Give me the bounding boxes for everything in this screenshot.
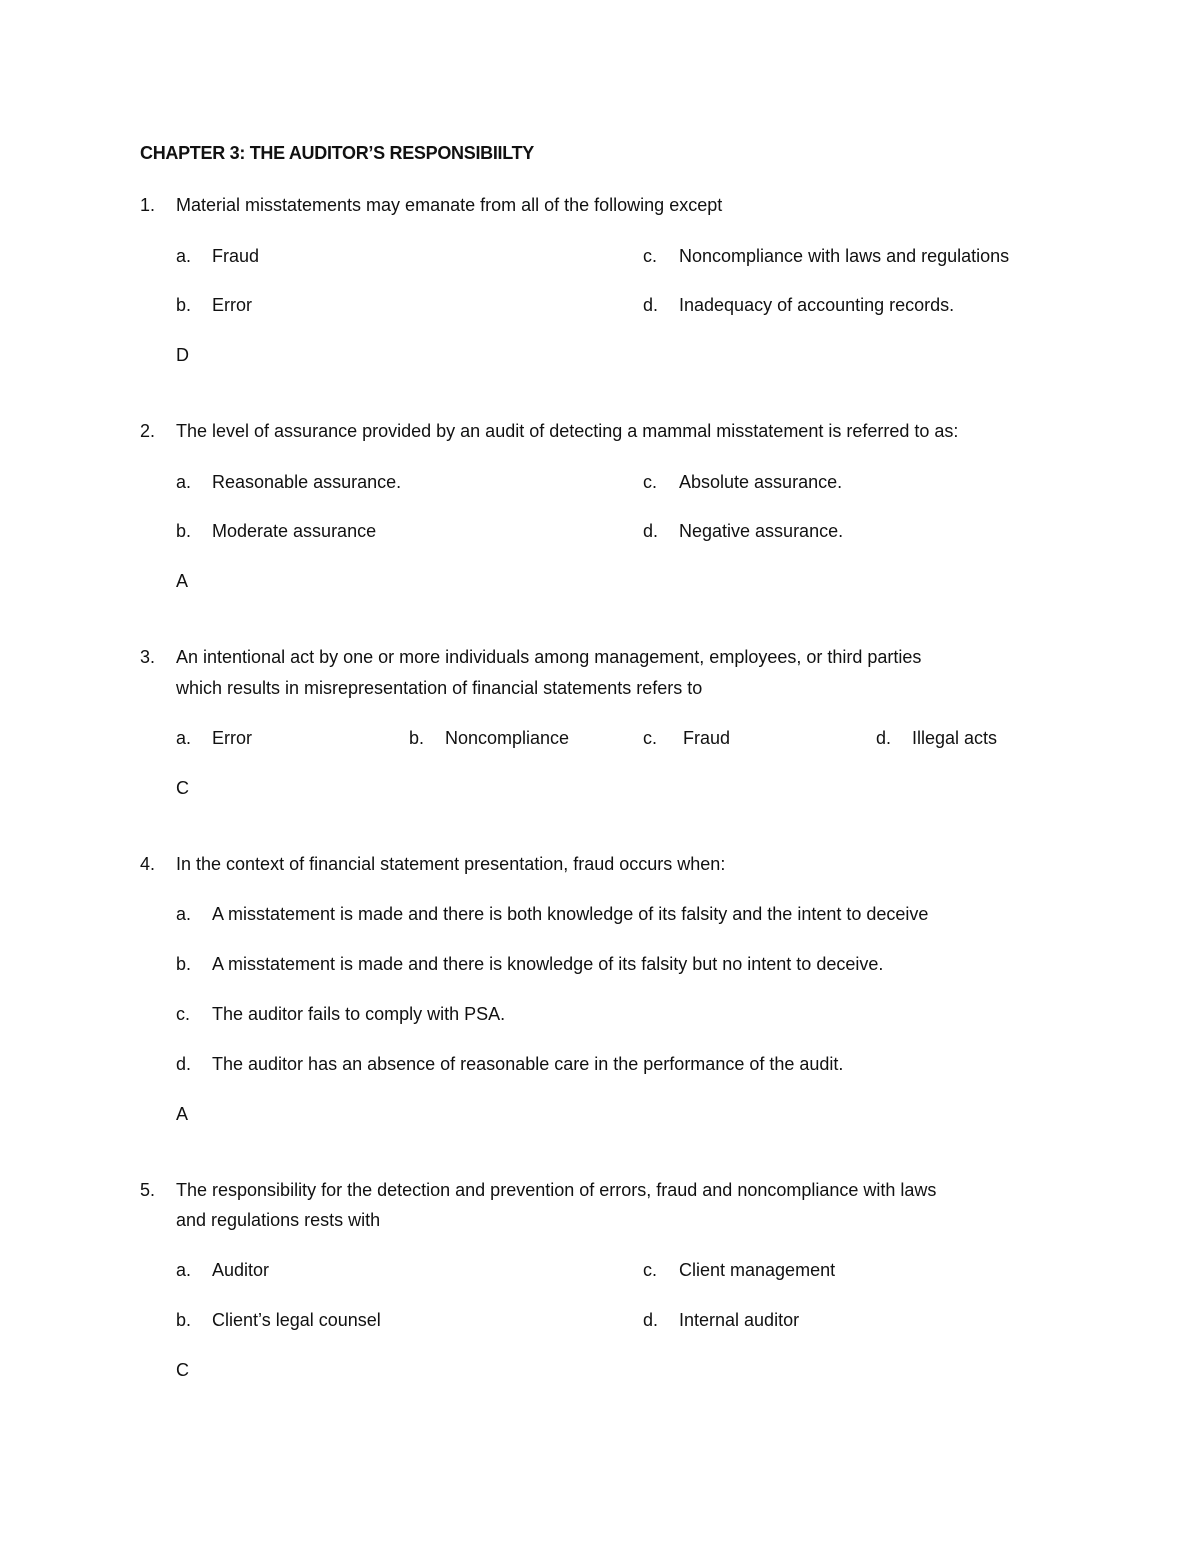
option-text: Auditor <box>212 1260 270 1280</box>
option-text: Fraud <box>683 728 731 748</box>
option-text: Negative assurance. <box>679 521 844 541</box>
option-letter: d. <box>876 728 892 748</box>
option-text: Noncompliance with laws and regulations <box>679 246 1010 266</box>
question-number: 1. <box>140 195 156 215</box>
question-number: 3. <box>140 647 156 667</box>
option-text: Reasonable assurance. <box>212 472 402 492</box>
option-text: Moderate assurance <box>212 521 377 541</box>
option-letter: a. <box>176 246 192 266</box>
answer-key: C <box>176 778 189 798</box>
option-text: Illegal acts <box>912 728 998 748</box>
question-text: Material misstatements may emanate from all of the following except <box>176 195 723 215</box>
option-letter: b. <box>176 954 192 974</box>
option-text: Error <box>212 728 252 748</box>
question-text: which results in misrepresentation of financial statements refers to <box>176 678 703 698</box>
option-letter: d. <box>643 1310 659 1330</box>
option-letter: d. <box>643 521 659 541</box>
option-letter: b. <box>176 1310 192 1330</box>
option-text: Fraud <box>212 246 260 266</box>
option-letter: c. <box>643 246 658 266</box>
question-text: An intentional act by one or more individuals among management, employees, or third parties <box>176 647 922 667</box>
option-letter: b. <box>409 728 425 748</box>
option-letter: a. <box>176 728 192 748</box>
answer-key: A <box>176 1104 189 1124</box>
answer-key: C <box>176 1360 189 1380</box>
option-text: Internal auditor <box>679 1310 800 1330</box>
option-letter: d. <box>643 295 659 315</box>
question-text: In the context of financial statement presentation, fraud occurs when: <box>176 854 726 874</box>
option-letter: a. <box>176 1260 192 1280</box>
question-number: 5. <box>140 1180 156 1200</box>
answer-key: D <box>176 345 189 365</box>
option-text: Absolute assurance. <box>679 472 843 492</box>
option-letter: c. <box>176 1004 191 1024</box>
question-number: 2. <box>140 421 156 441</box>
option-text: The auditor has an absence of reasonable care in the performance of the audit. <box>212 1054 844 1074</box>
answer-key: A <box>176 571 189 591</box>
option-text: A misstatement is made and there is knowledge of its falsity but no intent to deceive. <box>212 954 884 974</box>
question-text: The level of assurance provided by an audit of detecting a mammal misstatement is referred to as: <box>176 421 959 441</box>
option-text: Error <box>212 295 252 315</box>
option-letter: a. <box>176 904 192 924</box>
question-text: The responsibility for the detection and prevention of errors, fraud and noncompliance with laws <box>176 1180 937 1200</box>
option-text: Client’s legal counsel <box>212 1310 381 1330</box>
option-letter: c. <box>643 472 658 492</box>
option-letter: a. <box>176 472 192 492</box>
option-text: A misstatement is made and there is both knowledge of its falsity and the intent to deceive <box>212 904 929 924</box>
option-text: Client management <box>679 1260 836 1280</box>
question-number: 4. <box>140 854 156 874</box>
question-text: and regulations rests with <box>176 1210 381 1230</box>
option-letter: b. <box>176 295 192 315</box>
option-text: The auditor fails to comply with PSA. <box>212 1004 506 1024</box>
option-letter: c. <box>643 728 658 748</box>
option-letter: b. <box>176 521 192 541</box>
chapter-title: CHAPTER 3: THE AUDITOR’S RESPONSIBIILTY <box>140 143 535 163</box>
option-letter: c. <box>643 1260 658 1280</box>
option-letter: d. <box>176 1054 192 1074</box>
option-text: Inadequacy of accounting records. <box>679 295 955 315</box>
option-text: Noncompliance <box>445 728 570 748</box>
